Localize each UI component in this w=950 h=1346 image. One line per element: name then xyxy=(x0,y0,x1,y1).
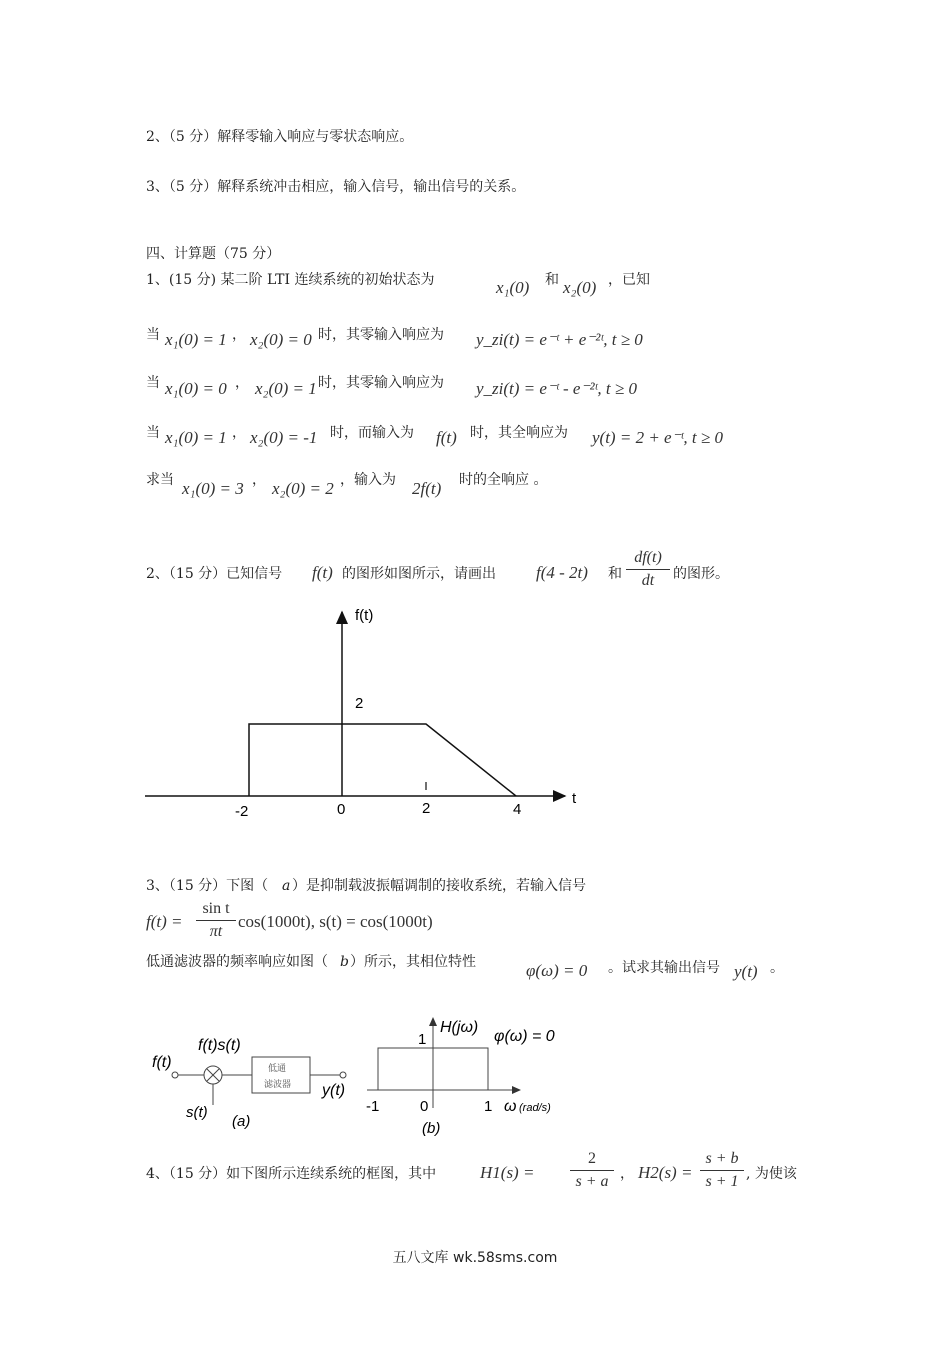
h1-numerator: 2 xyxy=(588,1150,596,1167)
problem-3-line3c: 。试求其输出信号 xyxy=(608,960,720,976)
filter-label-1: 低通 xyxy=(268,1063,287,1073)
phase-condition: φ(ω) = 0 xyxy=(526,961,588,980)
omega-tick: -1 xyxy=(366,1098,380,1115)
problem-4-intro: 4、（15 分）如下图所示连续系统的框图，其中 xyxy=(146,1166,437,1182)
problem-2-end: 的图形。 xyxy=(673,566,729,582)
phase-label: φ(ω) = 0 xyxy=(494,1028,555,1045)
h2-denominator: s + 1 xyxy=(705,1173,739,1190)
problem-4-end: , 为使该 xyxy=(746,1166,797,1182)
sinc-numerator: sin t xyxy=(202,900,230,917)
h1-lhs: H1(s) = xyxy=(480,1163,535,1182)
row2-when: 当 xyxy=(146,375,160,391)
problem-3-line3b: ）所示，其相位特性 xyxy=(350,954,476,970)
problem-1-intro: 1、(15 分) 某二阶 LTI 连续系统的初始状态为 xyxy=(146,272,435,288)
y-axis-label: f(t) xyxy=(355,607,374,624)
derivative-fraction xyxy=(626,549,670,590)
input-signal-lhs: f(t) = xyxy=(146,912,183,931)
row2-cond2: x₂(0) = 1 xyxy=(255,379,317,398)
product-label: f(t)s(t) xyxy=(198,1037,241,1054)
row2-response: y_zi(t) = e⁻ᵗ - e⁻²ᵗ, t ≥ 0 xyxy=(476,379,637,398)
x1-initial: x₁(0) xyxy=(496,278,530,297)
row4-sep: ， xyxy=(252,472,266,488)
derivative-denominator: dt xyxy=(641,572,655,589)
figure-b-label: (b) xyxy=(422,1120,441,1137)
row3-text: 时，而输入为 xyxy=(330,425,414,441)
row1-sep: ， xyxy=(232,327,246,343)
problem-4-sep: ， xyxy=(620,1166,634,1182)
fraction-bar xyxy=(700,1170,744,1171)
output-node xyxy=(340,1072,346,1078)
signal-f-4-2t: f(4 - 2t) xyxy=(536,563,588,582)
tick-label: -2 xyxy=(235,803,249,820)
filter-label-2: 滤波器 xyxy=(264,1079,292,1089)
row2-text: 时，其零输入响应为 xyxy=(318,375,444,391)
fraction-bar xyxy=(196,920,236,921)
known-word: ，已知 xyxy=(608,272,650,288)
problem-3-line3a: 低通滤波器的频率响应如图（ xyxy=(146,954,328,970)
fraction-bar xyxy=(570,1170,614,1171)
row3-when: 当 xyxy=(146,425,160,441)
fig-a-ref: a xyxy=(282,878,291,894)
figure-a-label: (a) xyxy=(232,1113,251,1130)
section-title: 四、计算题（75 分） xyxy=(146,246,281,262)
question-2-short: 2、（5 分）解释零输入响应与零状态响应。 xyxy=(146,129,414,145)
row1-when: 当 xyxy=(146,327,160,343)
output-y: y(t) xyxy=(734,962,758,981)
sinc-denominator: πt xyxy=(209,923,223,940)
row1-cond1: x₁(0) = 1 xyxy=(165,330,227,349)
problem-3-intro2: ）是抑制载波振幅调制的接收系统，若输入信号 xyxy=(292,878,586,894)
row2-cond1: x₁(0) = 0 xyxy=(165,379,227,398)
row1-cond2: x₂(0) = 0 xyxy=(250,330,312,349)
row4-input: 2f(t) xyxy=(412,479,442,498)
and-word-2: 和 xyxy=(608,566,622,582)
omega-label: ω xyxy=(504,1098,517,1115)
signal-waveform xyxy=(249,724,516,796)
row3-cond2: x₂(0) = -1 xyxy=(250,428,318,447)
problem-2-intro: 2、（15 分）已知信号 xyxy=(146,566,283,582)
h2-lhs: H2(s) = xyxy=(638,1163,693,1182)
row3-cond1: x₁(0) = 1 xyxy=(165,428,227,447)
h2-fraction xyxy=(700,1150,744,1191)
tick-label: 2 xyxy=(422,800,431,817)
input-label: f(t) xyxy=(152,1054,172,1071)
problem-3-line3d: 。 xyxy=(770,960,784,976)
fraction-bar xyxy=(626,569,670,570)
h1-fraction xyxy=(570,1150,614,1191)
row4-end: 时的全响应 。 xyxy=(459,472,548,488)
h-level-label: 1 xyxy=(418,1031,427,1048)
h-label: H(jω) xyxy=(440,1019,479,1036)
filter-response-plot xyxy=(362,1010,592,1140)
h2-numerator: s + b xyxy=(705,1150,739,1167)
input-signal-rest: cos(1000t), s(t) = cos(1000t) xyxy=(238,912,433,931)
problem-2-mid: 的图形如图所示，请画出 xyxy=(342,566,496,582)
signal-f: f(t) xyxy=(312,563,333,582)
row3-text2: 时，其全响应为 xyxy=(470,425,568,441)
row3-sep: ， xyxy=(232,425,246,441)
tick-label: 4 xyxy=(513,801,522,818)
signal-graph xyxy=(140,598,600,828)
sinc-fraction xyxy=(196,900,236,941)
question-3-short: 3、（5 分）解释系统冲击相应，输入信号，输出信号的关系。 xyxy=(146,179,526,195)
row4-cond2: x₂(0) = 2 xyxy=(272,479,334,498)
row4-find: 求当 xyxy=(146,472,174,488)
level-label: 2 xyxy=(355,695,364,712)
row1-response: y_zi(t) = e⁻ᵗ + e⁻²ᵗ, t ≥ 0 xyxy=(476,330,643,349)
and-word: 和 xyxy=(545,272,559,288)
h1-denominator: s + a xyxy=(575,1173,609,1190)
output-label: y(t) xyxy=(322,1082,346,1099)
fig-b-ref: b xyxy=(340,954,349,970)
omega-tick: 0 xyxy=(420,1098,429,1115)
x2-initial: x₂(0) xyxy=(563,278,597,297)
x-axis-label: t xyxy=(572,790,577,807)
row3-input: f(t) xyxy=(436,428,457,447)
footer-watermark: 五八文库 wk.58sms.com xyxy=(392,1250,558,1266)
input-node xyxy=(172,1072,178,1078)
omega-unit: (rad/s) xyxy=(519,1102,551,1114)
am-receiver-diagram xyxy=(148,1025,368,1135)
problem-3-intro: 3、（15 分）下图（ xyxy=(146,878,269,894)
derivative-numerator: df(t) xyxy=(634,549,662,566)
row1-text: 时，其零输入响应为 xyxy=(318,327,444,343)
row2-sep: ， xyxy=(235,375,249,391)
row4-text: ，输入为 xyxy=(340,472,396,488)
row4-cond1: x₁(0) = 3 xyxy=(182,479,244,498)
tick-label: 0 xyxy=(337,801,346,818)
row3-response: y(t) = 2 + e⁻ᵗ, t ≥ 0 xyxy=(592,428,723,447)
carrier-label: s(t) xyxy=(186,1104,208,1121)
omega-tick: 1 xyxy=(484,1098,493,1115)
